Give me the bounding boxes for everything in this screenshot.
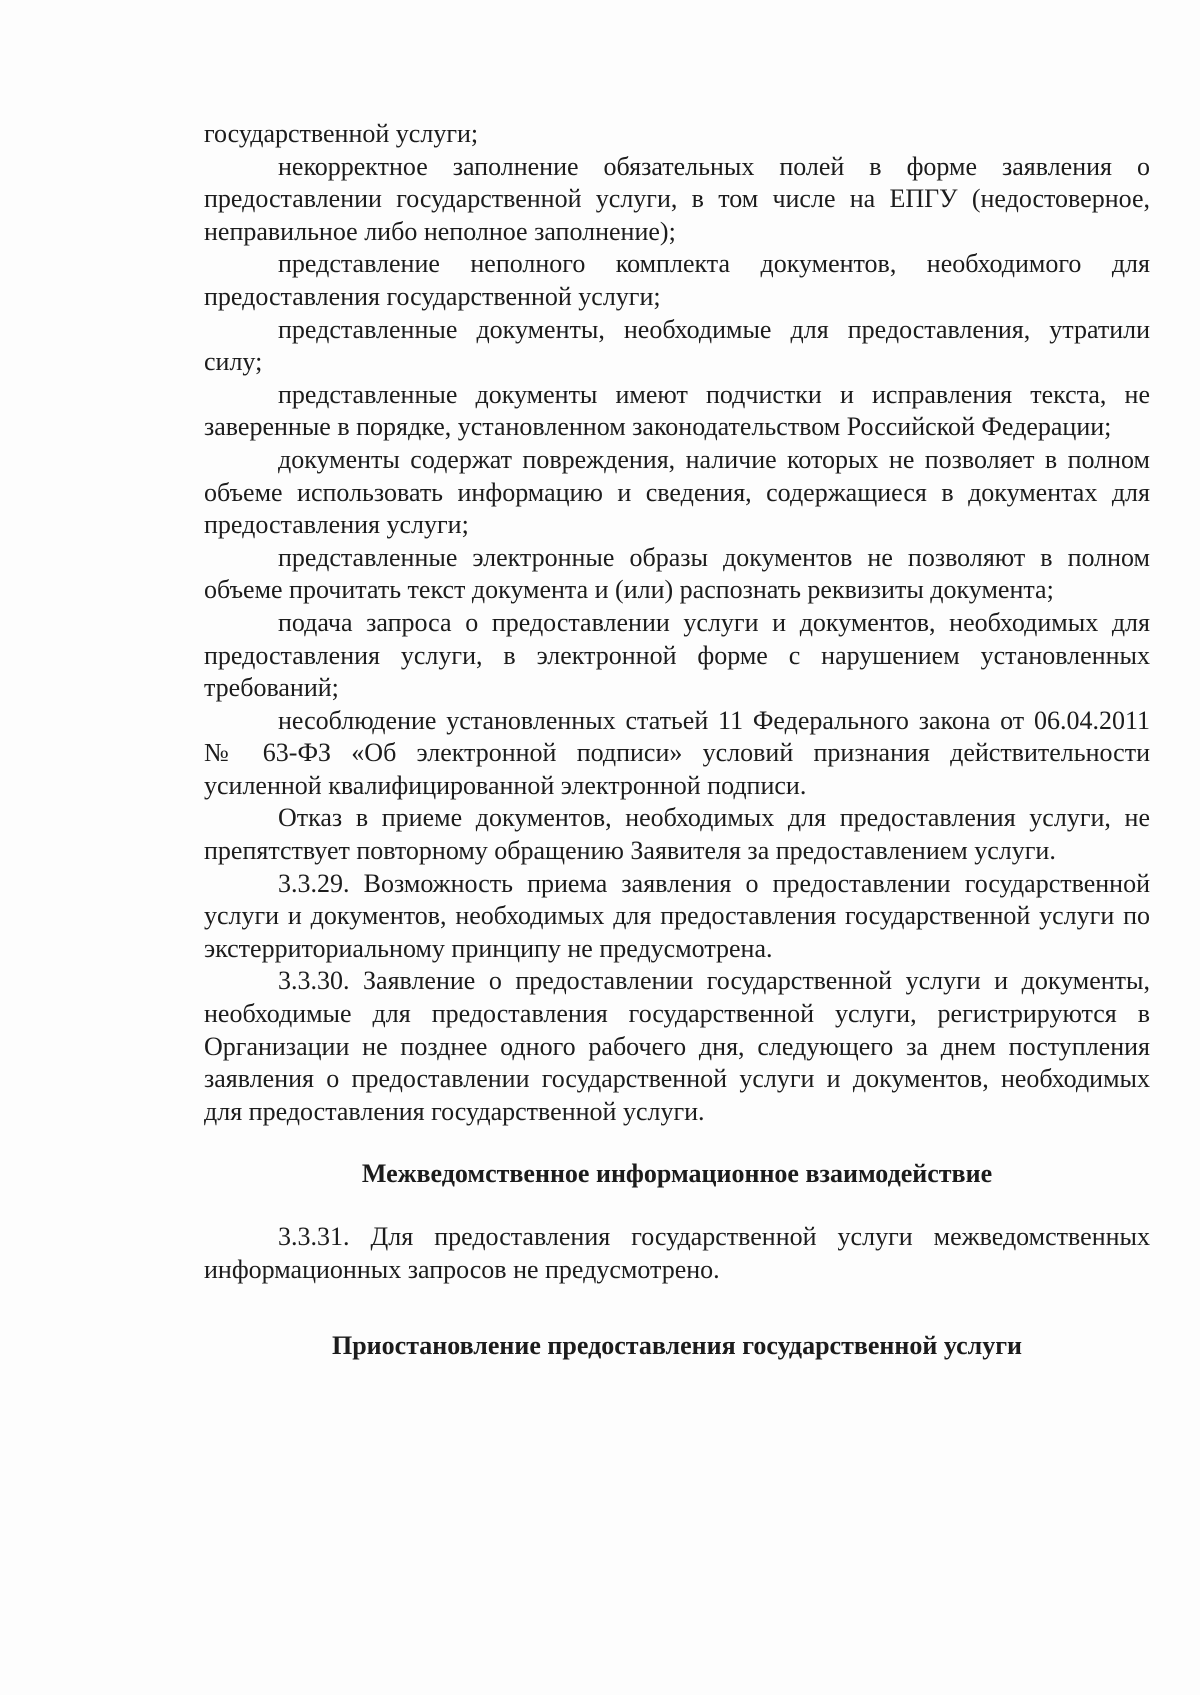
paragraph-damaged-documents: документы содержат повреждения, наличие которых не позволяет в полном объеме использовать информацию и сведения, содержащиеся в документах для предоставления услуги; xyxy=(204,444,1150,540)
paragraph-3-3-29: 3.3.29. Возможность приема заявления о предоставлении государственной услуги и документов, необходимых для предоставления государственной услуги по экстерриториальному принципу не предусмотрена. xyxy=(204,868,1150,963)
paragraph-incomplete-set: представление неполного комплекта документов, необходимого для предоставления государственной услуги; xyxy=(204,249,1150,311)
document-body xyxy=(204,118,1150,1363)
paragraph-refusal: Отказ в приеме документов, необходимых для предоставления услуги, не препятствует повторному обращению Заявителя за предоставлением услуги. xyxy=(204,803,1150,866)
paragraph-electronic-signature: несоблюдение установленных статьей 11 Федерального закона от 06.04.2011 № 63-ФЗ «Об электронной подписи» условий признания действительности усиленной квалифицированной электронной подписи. xyxy=(204,705,1150,800)
paragraph-expired-documents: представленные документы, необходимые для предоставления, утратили силу; xyxy=(204,314,1150,377)
paragraph-3-3-30: 3.3.30. Заявление о предоставлении государственной услуги и документы, необходимые для предоставления государственной услуги, регистрируются в Организации не позднее одного рабочего дня, следующего за днем поступления заявления о предоставлении государственной услуги и документов, необходимых для предоставления государственной услуги. xyxy=(204,966,1150,1126)
paragraph-electronic-images: представленные электронные образы документов не позволяют в полном объеме прочитать текст документа и (или) распознать реквизиты документа; xyxy=(204,542,1150,605)
paragraph-incorrect-fields: некорректное заполнение обязательных полей в форме заявления о предоставлении государственной услуги, в том числе на ЕПГУ (недостоверное, неправильное либо неполное заполнение); xyxy=(204,151,1150,246)
paragraph-electronic-submission: подача запроса о предоставлении услуги и документов, необходимых для предоставления услуги, в электронной форме с нарушением установленных требований; xyxy=(204,607,1150,703)
paragraph-continuation: государственной услуги; xyxy=(204,119,479,148)
paragraph-corrections: представленные документы имеют подчистки и исправления текста, не заверенные в порядке, установленном законодательством Российской Федерации; xyxy=(204,379,1150,442)
paragraph-3-3-31: 3.3.31. Для предоставления государственной услуги межведомственных информационных запросов не предусмотрено. xyxy=(204,1222,1150,1284)
heading-interagency: Межведомственное информационное взаимодействие xyxy=(361,1159,993,1189)
heading-suspension: Приостановление предоставления государственной услуги xyxy=(331,1331,1022,1361)
